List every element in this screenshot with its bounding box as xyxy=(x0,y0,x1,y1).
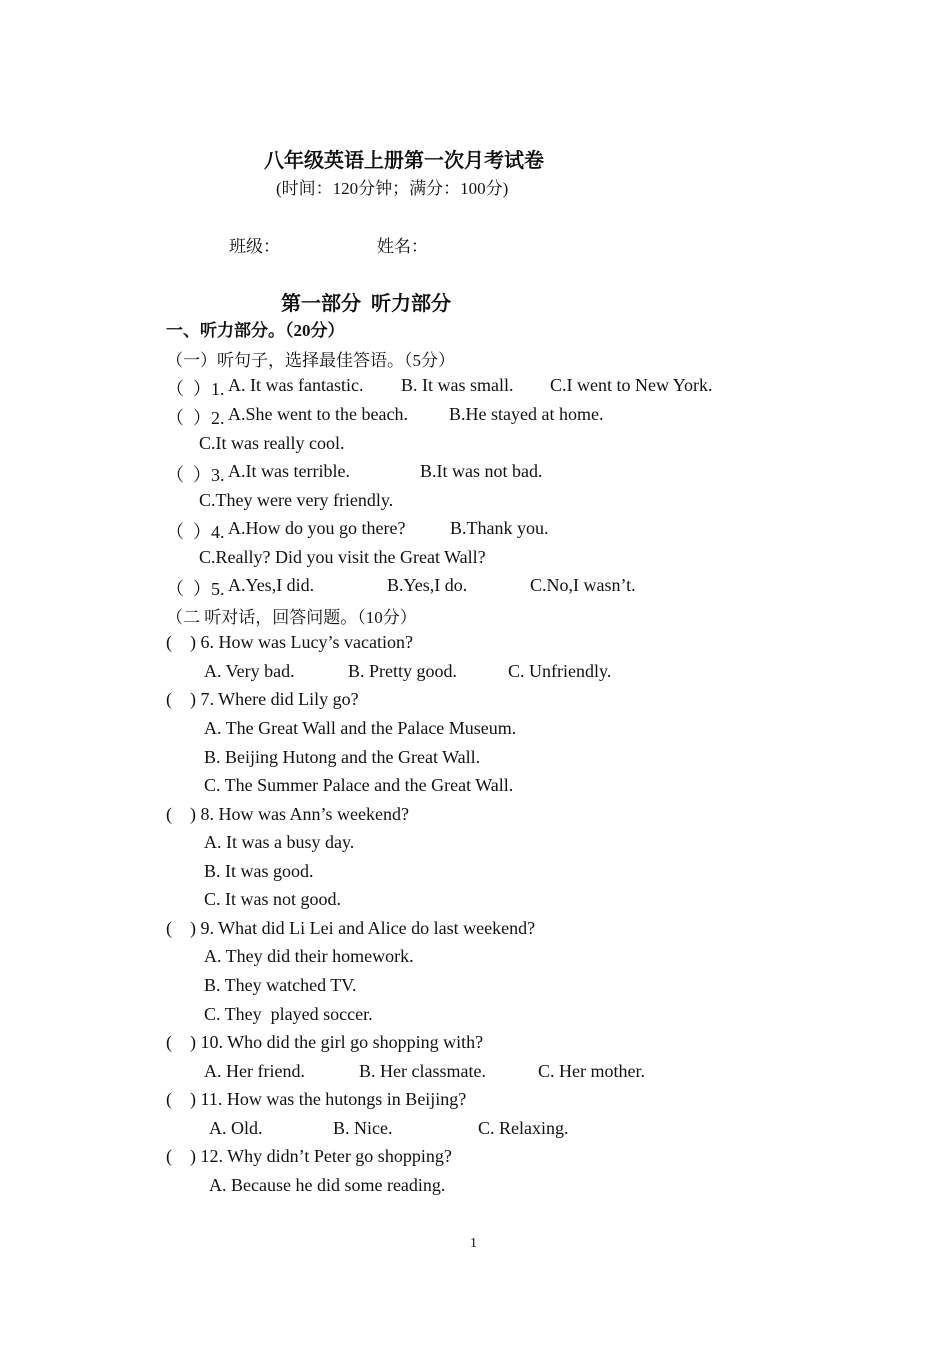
question-number: （ ）4. xyxy=(166,522,225,542)
option-a: A. Because he did some reading. xyxy=(209,1175,446,1195)
option-a: A.It was terrible. xyxy=(228,461,350,481)
question-stem: ( ) 7. Where did Lily go? xyxy=(166,689,359,709)
option-c: C.Really? Did you visit the Great Wall? xyxy=(199,547,486,567)
question-stem: ( ) 12. Why didn’t Peter go shopping? xyxy=(166,1146,452,1166)
question-stem: ( ) 11. How was the hutongs in Beijing? xyxy=(166,1089,467,1109)
option-b: B.Thank you. xyxy=(450,518,549,538)
option-c: C. Relaxing. xyxy=(478,1118,569,1138)
question-number: （ ）5. xyxy=(166,579,225,599)
exam-subtitle: (时间：120分钟；满分：100分) xyxy=(276,179,509,198)
question-stem: ( ) 8. How was Ann’s weekend? xyxy=(166,804,409,824)
option-c: C. They played soccer. xyxy=(204,1004,373,1024)
option-a: A.She went to the beach. xyxy=(228,404,408,424)
option-c: C. Unfriendly. xyxy=(508,661,612,681)
question-stem: ( ) 9. What did Li Lei and Alice do last weekend? xyxy=(166,918,536,938)
option-c: C.It was really cool. xyxy=(199,433,345,453)
exam-title: 八年级英语上册第一次月考试卷 xyxy=(264,150,544,172)
option-b: B. Her classmate. xyxy=(359,1061,486,1081)
option-c: C.No,I wasn’t. xyxy=(530,575,636,595)
option-b: B.Yes,I do. xyxy=(387,575,468,595)
question-number: （ ）2. xyxy=(166,408,225,428)
option-a: A. It was fantastic. xyxy=(228,375,364,395)
option-b: B. Beijing Hutong and the Great Wall. xyxy=(204,747,481,767)
option-b: B. They watched TV. xyxy=(204,975,357,995)
question-number: （ ）1. xyxy=(166,379,225,399)
question-stem: ( ) 6. How was Lucy’s vacation? xyxy=(166,632,413,652)
option-c: C. Her mother. xyxy=(538,1061,645,1081)
question-stem: ( ) 10. Who did the girl go shopping with? xyxy=(166,1032,484,1052)
option-b: B.It was not bad. xyxy=(420,461,543,481)
option-a: A. The Great Wall and the Palace Museum. xyxy=(204,718,517,738)
option-c: C.I went to New York. xyxy=(550,375,713,395)
question-number: （ ）3. xyxy=(166,465,225,485)
option-c: C. The Summer Palace and the Great Wall. xyxy=(204,775,514,795)
option-a: A.How do you go there? xyxy=(228,518,406,538)
option-a: A. It was a busy day. xyxy=(204,832,355,852)
name-label: 姓名： xyxy=(377,237,428,256)
option-c: C.They were very friendly. xyxy=(199,490,394,510)
option-a: A.Yes,I did. xyxy=(228,575,315,595)
option-a: A. Her friend. xyxy=(204,1061,305,1081)
option-b: B. It was good. xyxy=(204,861,314,881)
option-a: A. Very bad. xyxy=(204,661,295,681)
subsection-heading: （二 听对话，回答问题。（10分） xyxy=(166,608,417,627)
option-b: B. It was small. xyxy=(401,375,514,395)
option-a: A. They did their homework. xyxy=(204,946,414,966)
option-a: A. Old. xyxy=(209,1118,263,1138)
option-b: B. Nice. xyxy=(333,1118,393,1138)
section-title: 一、听力部分。（20分） xyxy=(166,321,345,340)
subsection-heading: （一）听句子，选择最佳答语。（5分） xyxy=(166,351,455,370)
page-number: 1 xyxy=(470,1236,477,1251)
part-title: 第一部分 听力部分 xyxy=(281,293,451,315)
class-label: 班级： xyxy=(229,237,280,256)
option-b: B.He stayed at home. xyxy=(449,404,604,424)
option-c: C. It was not good. xyxy=(204,889,341,909)
option-b: B. Pretty good. xyxy=(348,661,458,681)
